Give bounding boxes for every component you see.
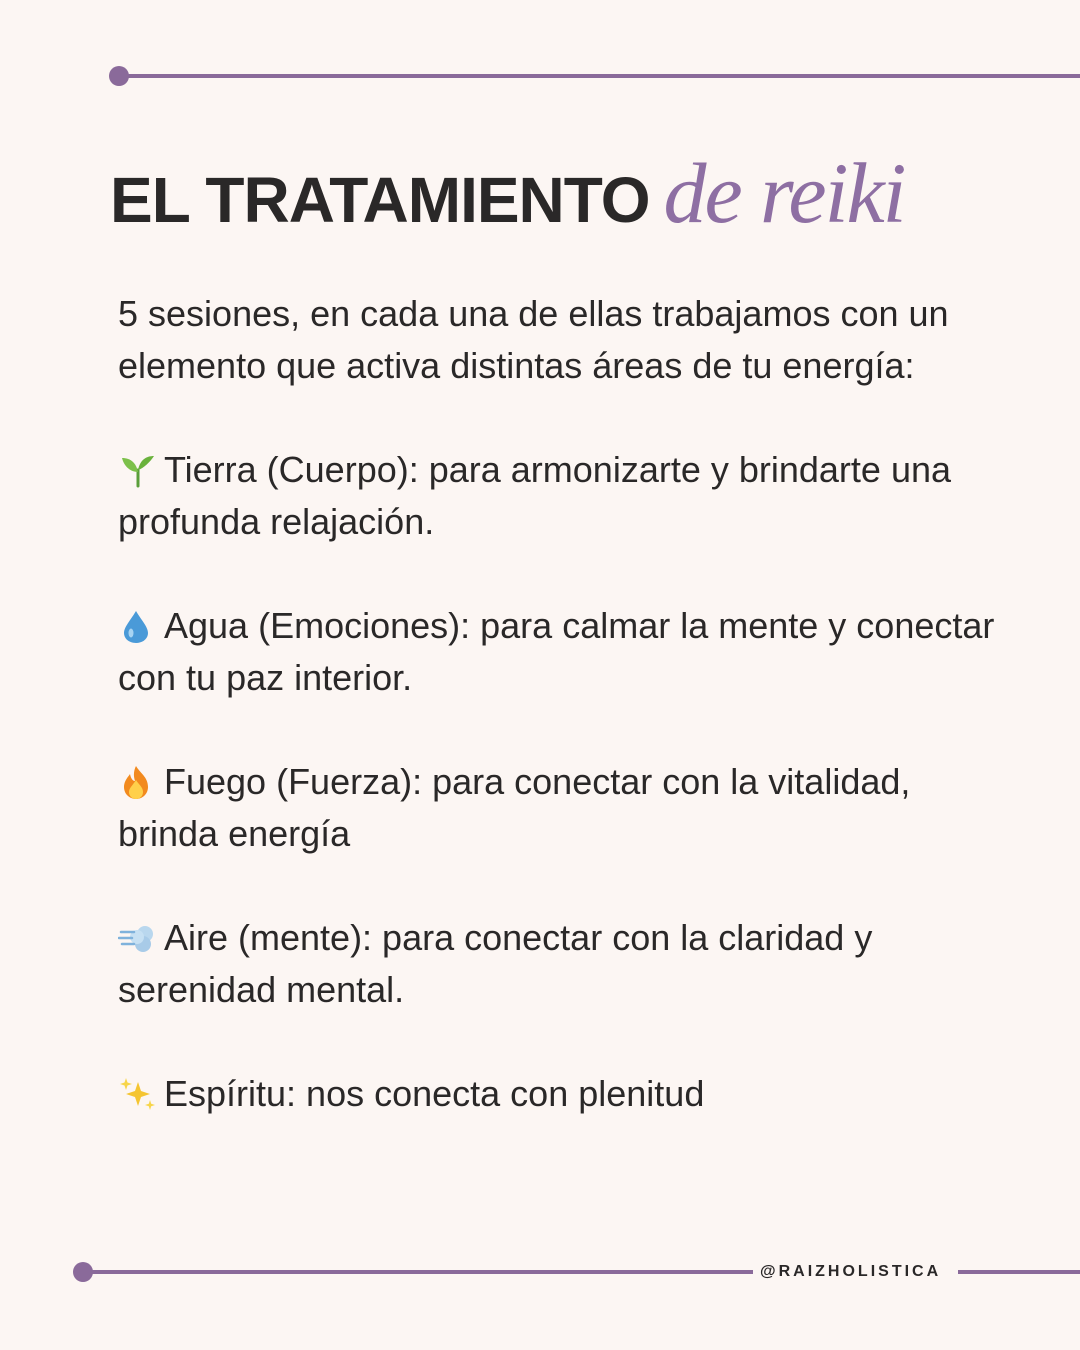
intro-text: 5 sesiones, en cada una de ellas trabajamos con un elemento que activa distintas áreas de tu energía: <box>118 293 949 386</box>
sparkles-icon <box>118 1076 158 1112</box>
list-item <box>118 912 998 1016</box>
water-drop-icon <box>118 608 158 644</box>
top-divider-line <box>119 74 1080 78</box>
fire-icon <box>118 764 158 800</box>
list-item <box>118 756 998 860</box>
seedling-icon <box>118 452 158 488</box>
list-item <box>118 600 998 704</box>
title-bold: EL TRATAMIENTO <box>110 164 650 236</box>
item-text: Aire (mente): para conectar con la claridad y serenidad mental. <box>118 917 873 1010</box>
title-script: de reiki <box>663 145 905 241</box>
footer-handle: @RAIZHOLISTICA <box>760 1263 942 1280</box>
list-item <box>118 1068 998 1120</box>
bottom-divider-line-right <box>958 1270 1080 1274</box>
page-title <box>110 145 905 241</box>
item-text: Espíritu: nos conecta con plenitud <box>164 1073 705 1114</box>
list-item <box>118 444 998 548</box>
top-divider <box>109 66 1080 86</box>
wind-icon <box>118 920 158 956</box>
item-text: Fuego (Fuerza): para conectar con la vitalidad, brinda energía <box>118 761 911 854</box>
item-text: Agua (Emociones): para calmar la mente y conectar con tu paz interior. <box>118 605 995 698</box>
item-text: Tierra (Cuerpo): para armonizarte y brindarte una profunda relajación. <box>118 449 952 542</box>
main-content <box>118 288 998 1172</box>
bottom-divider-line-left <box>83 1270 753 1274</box>
